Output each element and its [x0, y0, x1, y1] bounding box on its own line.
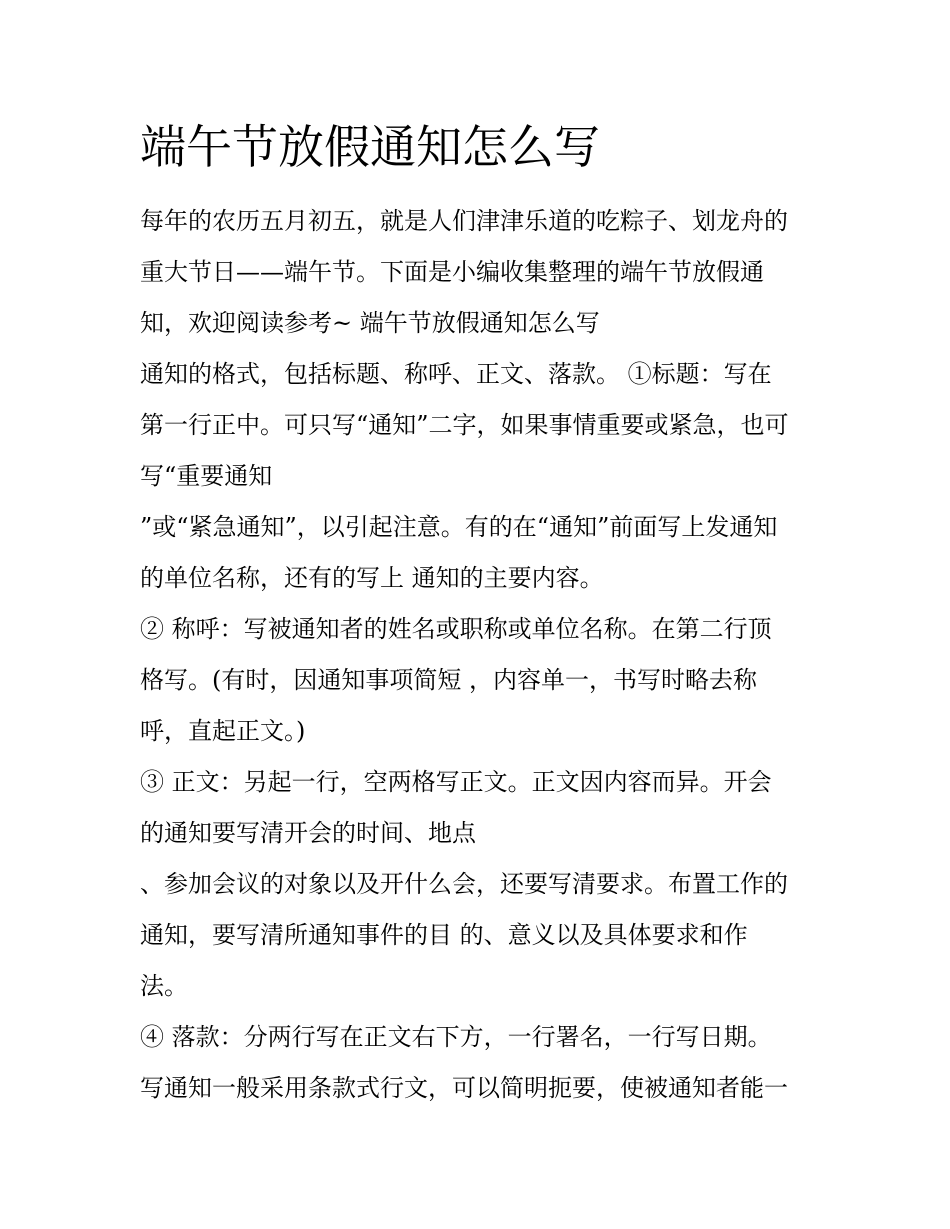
- text-line: ③ 正文：另起一行，空两格写正文。正文因内容而异。开会: [140, 768, 772, 796]
- text-line: 的单位名称，还有的写上 通知的主要内容。: [140, 564, 604, 592]
- text-line: 每年的农历五月初五，就是人们津津乐道的吃粽子、划龙舟的: [140, 207, 788, 235]
- document-title: 端午节放假通知怎么写: [140, 120, 600, 174]
- text-line: 通知的格式，包括标题、称呼、正文、落款。 ①标题：写在: [140, 360, 772, 388]
- text-line: 写“重要通知: [140, 462, 273, 490]
- text-line: ”或“紧急通知”，以引起注意。有的在“通知”前面写上发通知: [140, 513, 778, 541]
- text-line: 重大节日——端午节。下面是小编收集整理的端午节放假通: [140, 258, 764, 286]
- text-line: 的通知要写清开会的时间、地点: [140, 819, 476, 847]
- text-line: 法。: [140, 972, 188, 1000]
- text-line: 写通知一般采用条款式行文，可以简明扼要，使被通知者能一: [140, 1074, 788, 1102]
- text-line: 第一行正中。可只写“通知”二字，如果事情重要或紧急，也可: [140, 411, 789, 439]
- text-line: ④ 落款：分两行写在正文右下方，一行署名，一行写日期。: [140, 1023, 772, 1051]
- text-line: 呼，直起正文。): [140, 717, 306, 745]
- document-body: [140, 196, 830, 1114]
- text-line: 格写。(有时，因通知事项简短 ，内容单一，书写时略去称: [140, 666, 757, 694]
- text-line: 通知，要写清所通知事件的目 的、意义以及具体要求和作: [140, 921, 748, 949]
- text-line: ② 称呼：写被通知者的姓名或职称或单位名称。在第二行顶: [140, 615, 772, 643]
- text-line: 、参加会议的对象以及开什么会，还要写清要求。布置工作的: [140, 870, 788, 898]
- text-line: 知，欢迎阅读参考~ 端午节放假通知怎么写: [140, 309, 600, 337]
